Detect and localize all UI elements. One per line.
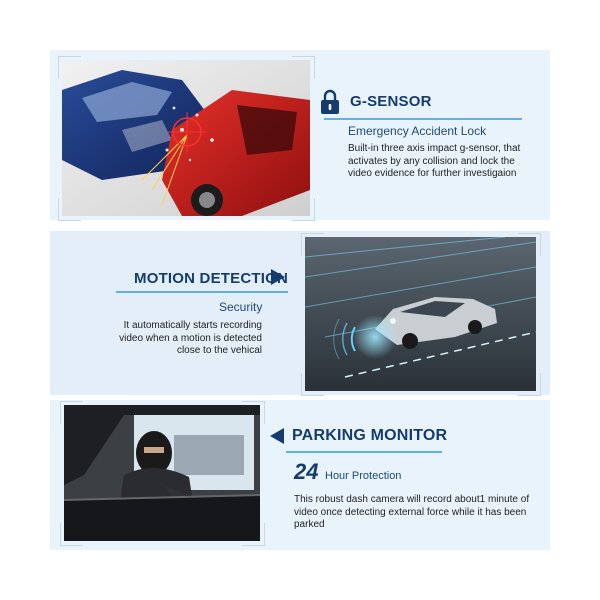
parking-title: PARKING MONITOR <box>292 427 448 444</box>
title-underline <box>286 451 442 453</box>
car-thief-photo <box>64 405 260 541</box>
gsensor-title: G-SENSOR <box>350 93 432 110</box>
frame-corner <box>242 523 265 546</box>
motion-title: MOTION DETECTION <box>134 270 289 287</box>
frame-corner <box>58 56 81 79</box>
moving-car-illustration <box>305 237 536 391</box>
frame-corner <box>60 401 83 424</box>
frame-corner <box>242 401 265 424</box>
frame-corner <box>292 198 315 221</box>
parking-description: This robust dash camera will record about1 minute of video once detecting external force while it has been parked <box>294 494 530 530</box>
motion-description: It automatically starts recording video when a motion is detected close to the vehical <box>119 320 262 356</box>
gsensor-description: Built-in three axis impact g-sensor, that activates by any collision and lock the video evidence for further investigaion <box>348 143 521 179</box>
frame-corner <box>60 523 83 546</box>
frame-corner <box>518 233 541 256</box>
parking-subtitle: Hour Protection <box>325 470 402 482</box>
moving-car-photo <box>305 237 536 391</box>
arrow-right-icon <box>271 269 285 285</box>
lock-icon <box>320 89 340 115</box>
title-underline <box>116 291 288 293</box>
frame-corner <box>301 233 324 256</box>
car-thief-illustration <box>64 405 260 541</box>
hours-number: 24 <box>294 459 319 484</box>
frame-corner <box>58 198 81 221</box>
title-underline <box>324 118 522 120</box>
car-crash-photo <box>62 60 310 216</box>
arrow-left-icon <box>270 428 284 444</box>
frame-corner <box>292 56 315 79</box>
frame-corner <box>301 373 324 396</box>
car-crash-illustration <box>62 60 310 216</box>
motion-subtitle: Security <box>219 300 263 314</box>
gsensor-subtitle: Emergency Accident Lock <box>348 124 487 138</box>
frame-corner <box>518 373 541 396</box>
